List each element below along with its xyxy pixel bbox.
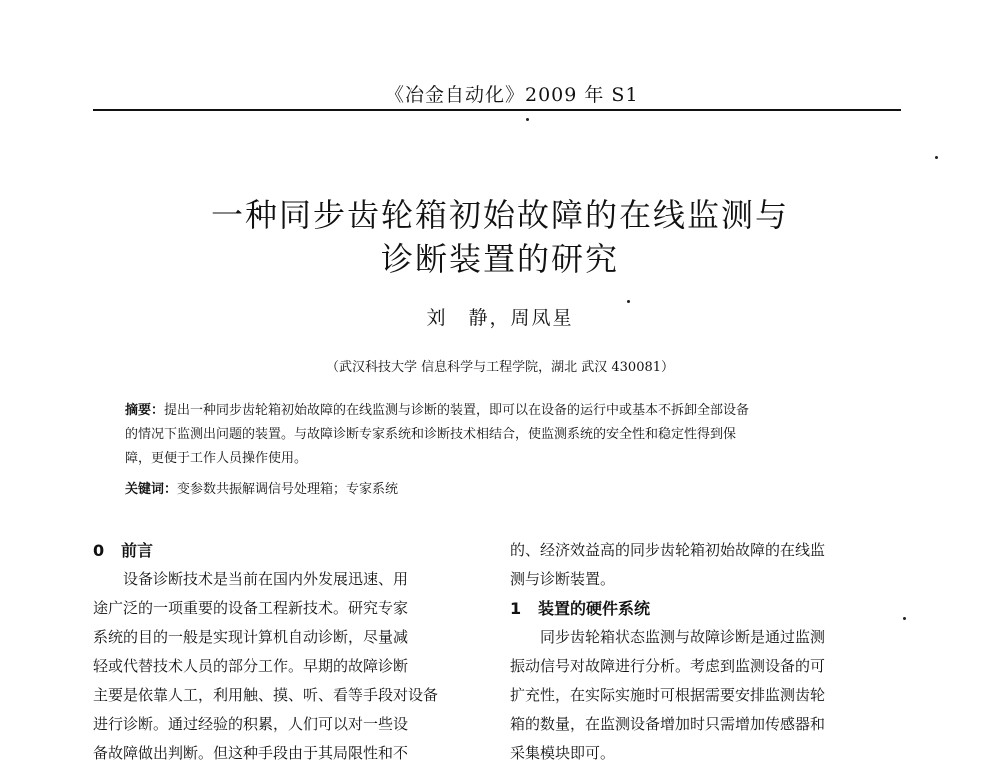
authors: 刘 静，周凤星 xyxy=(426,307,574,329)
abstract-line xyxy=(125,399,875,423)
scan-speck xyxy=(935,156,938,159)
keywords-text: 变参数共振解调信号处理箱；专家系统 xyxy=(177,482,399,497)
abstract xyxy=(125,399,875,471)
body-line: 主要是依靠人工，利用触、摸、听、看等手段对设备 xyxy=(93,686,439,704)
scan-speck xyxy=(627,300,630,303)
body-line: 系统的目的一般是实现计算机自动诊断，尽量减 xyxy=(93,628,409,646)
body-line: 的、经济效益高的同步齿轮箱初始故障的在线监 xyxy=(510,541,826,559)
body-line: 途广泛的一项重要的设备工程新技术。研究专家 xyxy=(93,599,409,617)
left-column xyxy=(93,536,483,768)
body-line: 轻或代替技术人员的部分工作。早期的故障诊断 xyxy=(93,657,409,675)
abstract-line: 的情况下监测出问题的装置。与故障诊断专家系统和诊断技术相结合，使监测系统的安全性和稳定性得到保 xyxy=(125,427,737,442)
body-line: 进行诊断。通过经验的积累，人们可以对一些设 xyxy=(93,715,409,733)
scan-speck xyxy=(903,617,906,620)
keywords-label: 关键词： xyxy=(125,482,178,497)
running-head: 《冶金自动化》2009 年 S1 xyxy=(385,84,639,106)
section-number: 1 xyxy=(510,599,522,618)
section-title: 装置的硬件系统 xyxy=(538,599,651,618)
abstract-label: 摘要： xyxy=(125,403,165,418)
affiliation: （武汉科技大学 信息科学与工程学院，湖北 武汉 430081） xyxy=(325,360,675,375)
body-line: 同步齿轮箱状态监测与故障诊断是通过监测 xyxy=(540,628,826,646)
body-line: 振动信号对故障进行分析。考虑到监测设备的可 xyxy=(510,657,826,675)
scan-speck xyxy=(526,118,529,121)
section-title: 前言 xyxy=(121,541,154,560)
paper-title-line-1: 一种同步齿轮箱初始故障的在线监测与 xyxy=(210,196,789,234)
keywords xyxy=(125,479,875,501)
body-line: 备故障做出判断。但这种手段由于其局限性和不 xyxy=(93,744,409,762)
body-line: 扩充性，在实际实施时可根据需要安排监测齿轮 xyxy=(510,686,826,704)
paper-title-line-2: 诊断装置的研究 xyxy=(380,240,619,278)
section-number: 0 xyxy=(93,541,105,560)
body-line: 设备诊断技术是当前在国内外发展迅速、用 xyxy=(123,570,409,588)
abstract-text: 提出一种同步齿轮箱初始故障的在线监测与诊断的装置，即可以在设备的运行中或基本不拆卸全部设备 xyxy=(164,403,750,418)
body-line: 箱的数量，在监测设备增加时只需增加传感器和 xyxy=(510,715,826,733)
body-line: 采集模块即可。 xyxy=(510,744,616,762)
section-heading-1 xyxy=(510,594,900,623)
right-column xyxy=(510,536,900,768)
body-line: 测与诊断装置。 xyxy=(510,570,616,588)
abstract-line: 障，更便于工作人员操作使用。 xyxy=(125,451,308,466)
section-heading-0 xyxy=(93,536,483,565)
header-rule xyxy=(93,109,901,111)
